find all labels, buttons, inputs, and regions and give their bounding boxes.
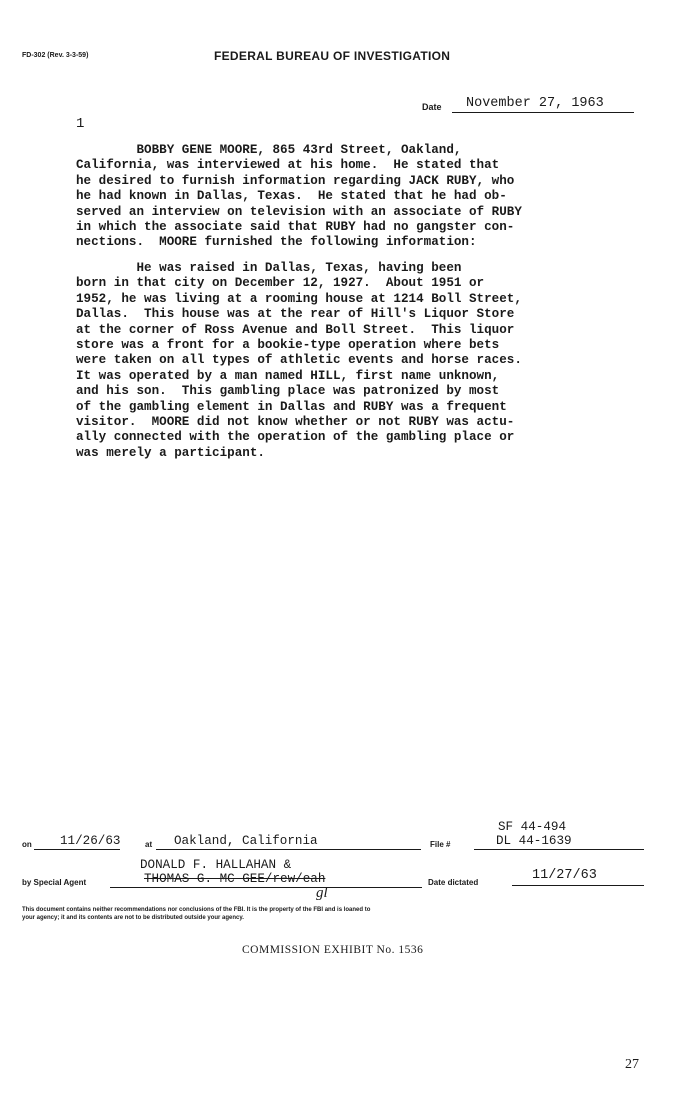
location: Oakland, California [156,833,421,850]
disclaimer-line-1: This document contains neither recommendations nor conclusions of the FBI. It is the property of the FBI and is loaned to [22,907,371,913]
paragraph-1 [76,143,616,251]
disclaimer-line-2: your agency; it and its contents are not to be distributed outside your agency. [22,915,244,921]
text-line: California, was interviewed at his home. He stated that [76,158,500,173]
agent-1: DONALD F. HALLAHAN & [140,858,292,872]
text-line: at the corner of Ross Avenue and Boll Street. This liquor [76,322,515,337]
agency-title: FEDERAL BUREAU OF INVESTIGATION [214,49,451,63]
by-label: by Special Agent [22,878,87,887]
dictated-date: 11/27/63 [512,867,644,886]
text-line: were taken on all types of athletic events and horse races. [76,353,522,368]
date-label: Date [422,102,442,112]
text-line: he desired to furnish information regarding JACK RUBY, who [76,173,515,188]
text-line: nections. MOORE furnished the following information: [76,235,477,250]
text-line: ally connected with the operation of the gambling place or [76,430,515,445]
disclaimer [22,906,370,922]
text-line: store was a front for a bookie-type operation where bets [76,338,500,353]
text-line: was merely a participant. [76,445,265,460]
form-number: FD-302 (Rev. 3-3-59) [22,52,89,59]
text-line: born in that city on December 12, 1927. About 1951 or [76,276,485,291]
text-line: in which the associate said that RUBY had no gangster con- [76,220,515,235]
text-line: of the gambling element in Dallas and RUBY was a frequent [76,399,507,414]
exhibit-label: COMMISSION EXHIBIT No. 1536 [242,944,424,956]
file-label: File # [430,840,451,849]
text-line: He was raised in Dallas, Texas, having been [76,261,462,275]
page-marker: 1 [76,116,85,132]
on-label: on [22,840,32,849]
paragraph-2 [76,261,616,461]
on-date: 11/26/63 [34,833,120,850]
file-number-1: SF 44-494 [498,820,567,834]
dictated-label: Date dictated [428,878,479,887]
text-line: BOBBY GENE MOORE, 865 43rd Street, Oakland, [76,143,462,157]
date-value: November 27, 1963 [452,95,634,113]
file-number-2: DL 44-1639 [474,833,644,850]
text-line: Dallas. This house was at the rear of Hill's Liquor Store [76,307,515,322]
text-line: It was operated by a man named HILL, first name unknown, [76,368,500,383]
page-number: 27 [625,1057,639,1072]
text-line: he had known in Dallas, Texas. He stated that he had ob- [76,189,507,204]
text-line: visitor. MOORE did not know whether or not RUBY was actu- [76,415,515,430]
handwritten-initials: gl [316,885,328,901]
text-line: 1952, he was living at a rooming house at 1214 Boll Street, [76,291,522,306]
text-line: and his son. This gambling place was patronized by most [76,384,500,399]
at-label: at [145,840,153,849]
text-line: served an interview on television with an associate of RUBY [76,204,522,219]
agent-2: THOMAS G. MC GEE/rew/eah [110,871,422,888]
